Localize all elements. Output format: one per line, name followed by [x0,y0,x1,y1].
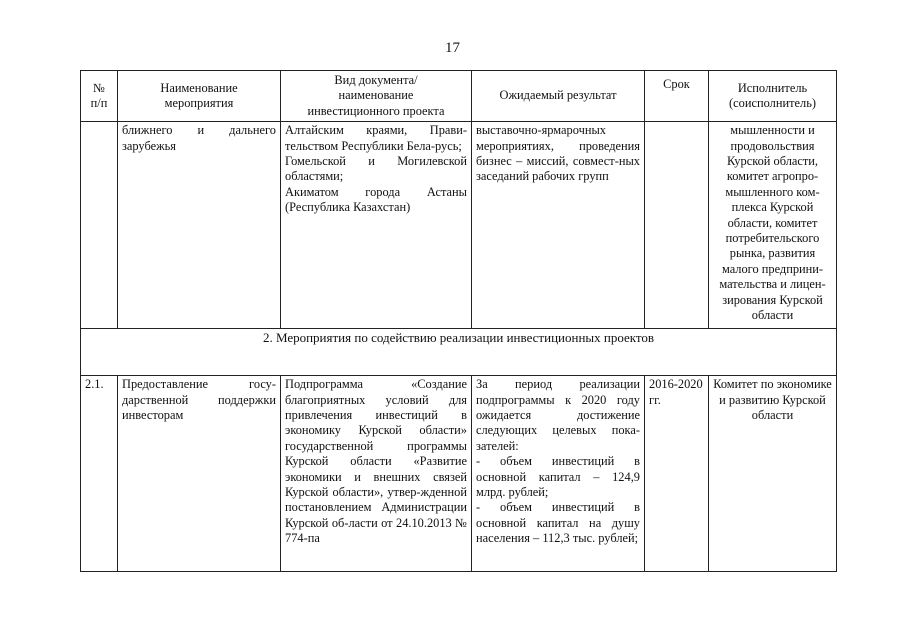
table-row-continued [81,122,837,329]
header-term: Срок [645,71,709,122]
header-doc: Вид документа/ наименование инвестиционного проекта [281,71,472,122]
header-name: Наименование мероприятия [118,71,281,122]
cell-num [81,122,118,329]
cell-num: 2.1. [81,376,118,572]
header-num: № п/п [81,71,118,122]
cell-doc: Алтайским краями, Прави-тельством Республики Бела-русь; Гомельской и Могилевской областями; Акиматом города Астаны (Республика Казахстан) [281,122,472,329]
cell-result: За период реализации подпрограммы к 2020 году ожидается достижение следующих целевых пока-зателей: - объем инвестиций в основной капитал – 124,9 млрд. рублей; - объем инвестиций в основной капитал на душу населения – 112,3 тыс. рублей; [472,376,645,572]
cell-result: выставочно-ярмарочных мероприятиях, проведения бизнес – миссий, совмест-ных заседаний рабочих групп [472,122,645,329]
cell-executor: Комитет по экономике и развитию Курской области [709,376,837,572]
page-number: 17 [445,40,460,56]
cell-executor: мышленности и продовольствия Курской области, комитет агропро-мышленного ком-плекса Курской области, комитет потребительского рынка, развития малого предприни-мательства и лицен-зирования Курской области [709,122,837,329]
header-executor: Исполнитель (соисполнитель) [709,71,837,122]
cell-name: ближнего и дальнего зарубежья [118,122,281,329]
measures-table [80,70,837,572]
section-title: 2. Мероприятия по содействию реализации инвестиционных проектов [81,329,837,376]
cell-term: 2016-2020 гг. [645,376,709,572]
table-row-2-1 [81,376,837,572]
cell-name: Предоставление госу-дарственной поддержки инвесторам [118,376,281,572]
header-row [81,71,837,122]
cell-term [645,122,709,329]
section-row [81,329,837,376]
header-result: Ожидаемый результат [472,71,645,122]
cell-doc: Подпрограмма «Создание благоприятных условий для привлечения инвестиций в экономику Курской области» государственной программы Курской области «Развитие экономики и внешних связей Курской области», утвер-жденной постановлением Администрации Курской об-ласти от 24.10.2013 № 774-па [281,376,472,572]
